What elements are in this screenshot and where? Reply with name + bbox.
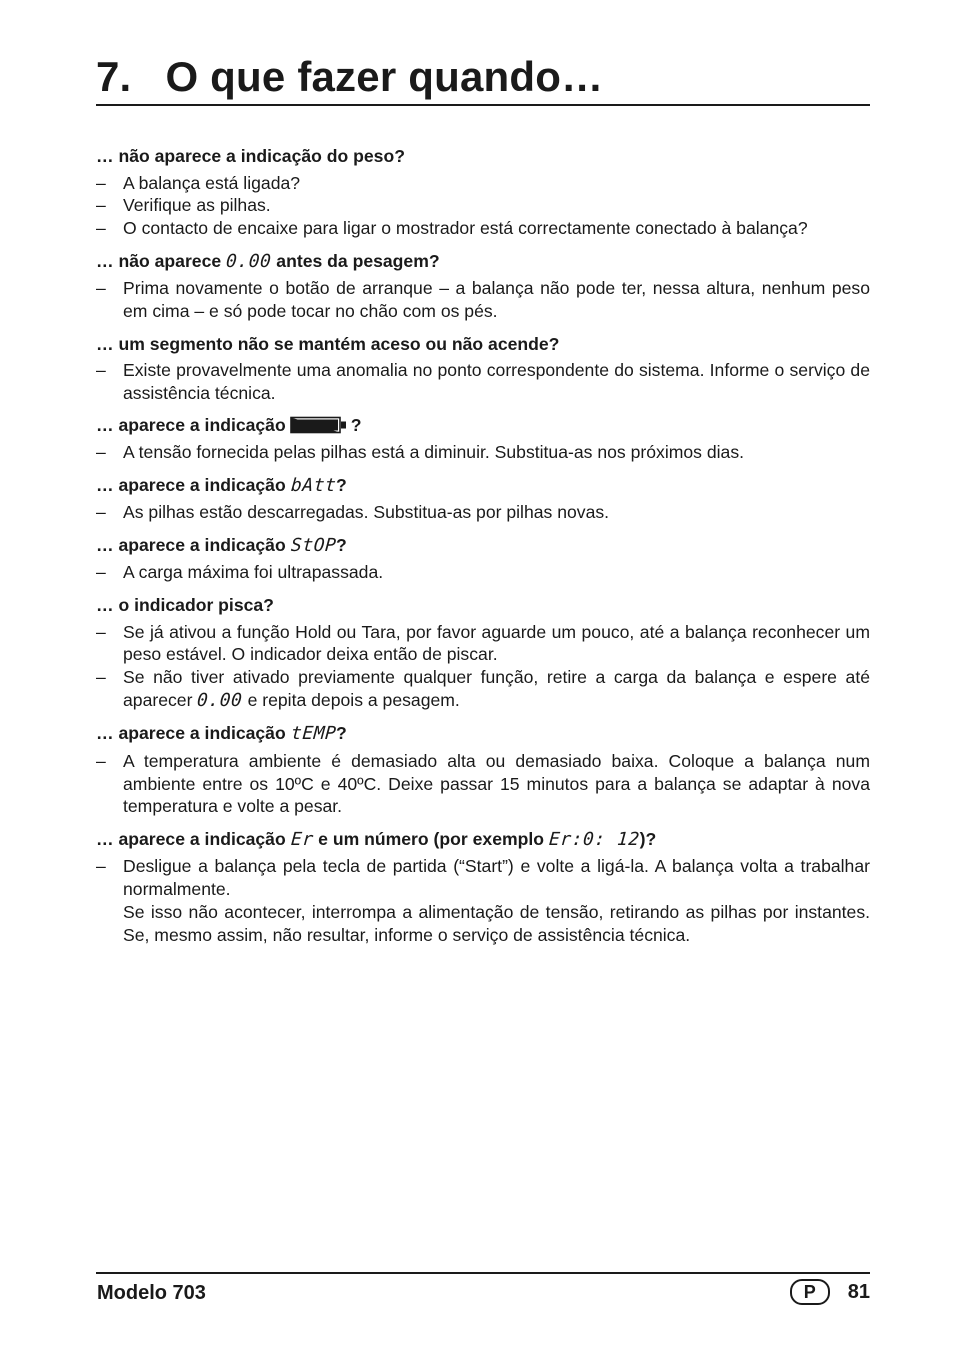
chapter-title: O que fazer quando… xyxy=(165,53,604,100)
question-text: … aparece a indicação xyxy=(96,723,291,744)
lcd-display-text: Er:0: 12 xyxy=(548,828,641,850)
question-stop xyxy=(96,534,870,558)
question-text: ? xyxy=(335,723,347,744)
answer-item: – A tensão fornecida pelas pilhas está a diminuir. Substitua-as nos próximos dias. xyxy=(96,441,870,464)
question-text: e um número (por exemplo xyxy=(313,828,549,849)
question-text: ? xyxy=(350,415,362,436)
title-divider xyxy=(96,104,870,106)
answer-continuation: Se isso não acontecer, interrompa a alimentação de tensão, retirando as pilhas por instantes. Se, mesmo assim, não resultar, informe o serviço de assistência técnica. xyxy=(123,901,870,945)
page-number: 81 xyxy=(847,1281,870,1303)
answer-item: – Desligue a balança pela tecla de partida (“Start”) e volte a ligá-la. A balança volta a trabalhar normalmente. xyxy=(96,855,870,900)
answer-text: e repita depois a pesagem. xyxy=(242,689,460,710)
troubleshooting-list xyxy=(96,145,870,946)
lcd-display-text: StOP xyxy=(289,534,337,556)
lcd-display-text: 0.00 xyxy=(225,250,273,272)
question-text: ? xyxy=(335,534,347,555)
lcd-display-text: bAtt xyxy=(289,474,337,496)
footer-divider xyxy=(96,1272,870,1274)
footer-model: Modelo 703 xyxy=(97,1282,206,1304)
question-text: ? xyxy=(335,474,347,495)
answer-item xyxy=(96,666,870,712)
answer-item: – A carga máxima foi ultrapassada. xyxy=(96,561,870,584)
footer-page-info xyxy=(790,1279,870,1305)
lcd-display-text: tEMP xyxy=(289,723,337,745)
question-error xyxy=(96,828,870,852)
answer-item: – Prima novamente o botão de arranque – a balança não pode ter, nessa altura, nenhum peso em cima – e só pode tocar no chão com os pés. xyxy=(96,277,870,322)
question-text: … aparece a indicação xyxy=(96,474,291,495)
question-no-weight: … não aparece a indicação do peso? xyxy=(96,146,405,166)
question-text: … aparece a indicação xyxy=(96,415,286,436)
page-title xyxy=(96,52,603,102)
question-text: antes da pesagem? xyxy=(271,250,440,271)
answer-item: – Verifique as pilhas. xyxy=(96,194,870,217)
question-no-zero xyxy=(96,250,870,274)
question-segment: … um segmento não se mantém aceso ou não acende? xyxy=(96,333,560,354)
battery-low-icon xyxy=(290,416,347,434)
question-temp xyxy=(96,722,870,746)
answer-item: – A balança está ligada? xyxy=(96,172,870,195)
chapter-number: 7. xyxy=(96,53,132,100)
lcd-display-text: 0.00 xyxy=(196,689,244,711)
question-text: … não aparece xyxy=(96,250,227,271)
question-text: … aparece a indicação xyxy=(96,534,291,555)
question-batt xyxy=(96,474,870,498)
question-battery-icon xyxy=(96,414,870,437)
question-text: … aparece a indicação xyxy=(96,828,291,849)
answer-item: – Se já ativou a função Hold ou Tara, por favor aguarde um pouco, até a balança reconhecer um peso estável. O indicador deixa então de piscar. xyxy=(96,621,870,666)
answer-text: Se não tiver ativado previamente qualquer função, retire a carga da balança e espere até aparecer xyxy=(123,666,870,710)
answer-item: – A temperatura ambiente é demasiado alta ou demasiado baixa. Coloque a balança num ambiente entre os 10ºC e 40ºC. Deixe passar 15 minutos para a balança se adaptar à nova temperatura e volte a pesar. xyxy=(96,750,870,818)
lcd-display-text: Er xyxy=(289,828,315,850)
language-badge: P xyxy=(790,1279,830,1305)
question-blink: … o indicador pisca? xyxy=(96,595,274,616)
question-text: )? xyxy=(639,828,657,849)
answer-item: – As pilhas estão descarregadas. Substitua-as por pilhas novas. xyxy=(96,501,870,524)
answer-item: – O contacto de encaixe para ligar o mostrador está correctamente conectado à balança? xyxy=(96,217,870,240)
answer-item: – Existe provavelmente uma anomalia no ponto correspondente do sistema. Informe o serviço de assistência técnica. xyxy=(96,359,870,404)
